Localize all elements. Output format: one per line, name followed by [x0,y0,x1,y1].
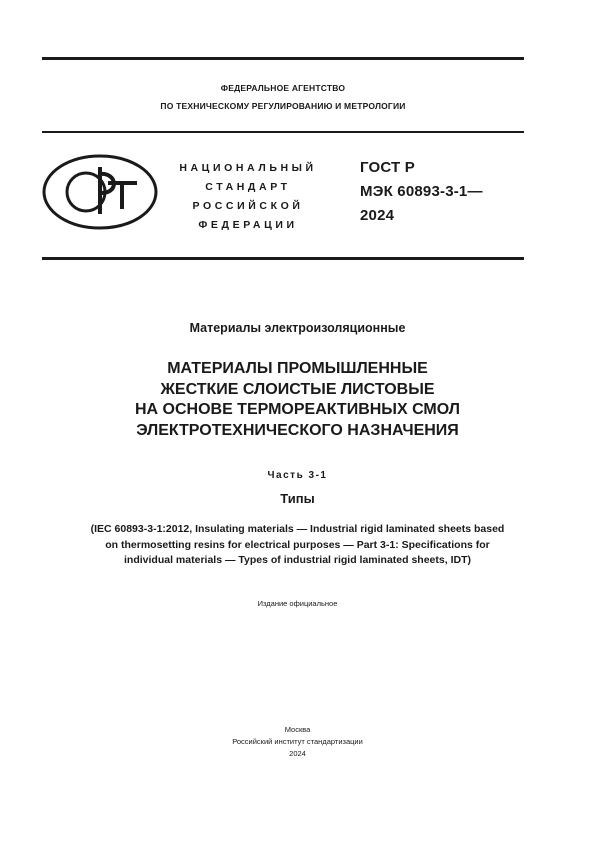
title-line2: ЖЕСТКИЕ СЛОИСТЫЕ ЛИСТОВЫЕ [160,380,435,398]
title-line4: ЭЛЕКТРОТЕХНИЧЕСКОГО НАЗНАЧЕНИЯ [136,421,459,439]
imprint-year: 2024 [289,749,306,758]
document-subtitle: Материалы электроизоляционные [189,321,406,335]
standard-type-line4: ФЕДЕРАЦИИ [198,219,298,231]
designation-line1: ГОСТ Р [360,159,415,176]
iec-reference-line1: (IEC 60893-3-1:2012, Insulating materials — Industrial rigid laminated sheets based [90,523,505,535]
title-line1: МАТЕРИАЛЫ ПРОМЫШЛЕННЫЕ [167,360,428,377]
standard-type-line2: СТАНДАРТ [205,181,291,193]
imprint-city: Москва [284,725,311,734]
part-title: Типы [280,491,315,506]
standard-type-line1: НАЦИОНАЛЬНЫЙ [179,162,317,174]
imprint-publisher: Российский институт стандартизации [232,737,363,746]
header-bottom-rule [42,257,524,260]
agency-name-line2: ПО ТЕХНИЧЕСКОМУ РЕГУЛИРОВАНИЮ И МЕТРОЛОГИИ [160,101,406,111]
standard-type-line3: РОССИЙСКОЙ [192,200,304,212]
imprint [20,724,575,760]
national-standard-label [166,159,330,235]
document-title [20,359,575,441]
designation-line3: 2024 [360,207,395,224]
title-line3: НА ОСНОВЕ ТЕРМОРЕАКТИВНЫХ СМОЛ [134,401,461,418]
standard-designation [360,156,483,228]
top-rule [42,57,524,60]
gost-r-logo-icon [42,154,158,230]
iec-reference-line2: on thermosetting resins for electrical purposes — Part 3-1: Specifications for [105,538,490,551]
agency-divider [42,131,524,133]
agency-name-line1: ФЕДЕРАЛЬНОЕ АГЕНТСТВО [220,83,346,93]
official-edition-label: Издание официальное [257,599,338,608]
iec-reference [20,522,575,569]
part-number: Часть 3-1 [267,470,328,481]
iec-reference-line3: individual materials — Types of industrial rigid laminated sheets, IDT) [124,554,471,566]
designation-line2: МЭК 60893-3-1— [360,183,483,200]
